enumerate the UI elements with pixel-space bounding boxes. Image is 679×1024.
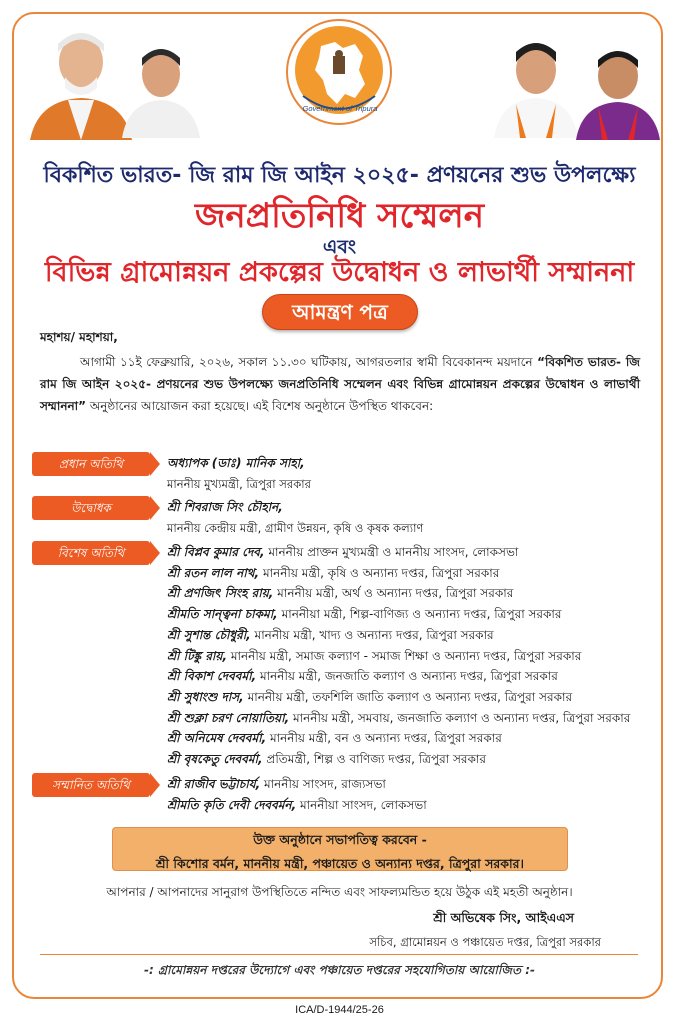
guest-designation: মাননীয় প্রাক্তন মুখ্যমন্ত্রী ও মাননীয় সাংসদ, লোকসভা <box>264 545 519 559</box>
guest-name: শ্রী প্রণজিৎ সিংহ রায়, <box>167 586 274 601</box>
guest-designation: মাননীয় মন্ত্রী, খাদ্য ও অন্যান্য দপ্তর, ত্রিপুরা সরকার <box>250 627 494 642</box>
guest-name: শ্রীমতি সান্ত্বনা চাকমা, <box>167 607 278 622</box>
guest-name: শ্রী সুধাংশু দাস, <box>167 689 244 704</box>
special-guests-label: বিশেষ অতিথি <box>32 541 150 565</box>
salutation: মহাশয়/ মহাশয়া, <box>40 330 118 344</box>
guest-row <box>167 668 558 688</box>
invitation-event-name: “বিকশিত ভারত- জি রাম জি আইন ২০২৫- প্রণয়নের শুভ উপলক্ষ্যে জনপ্রতিনিধি সম্মেলন এবং বিভিন্ন গ্রামোন্নয়ন প্রকল্পের উদ্বোধন ও লাভার্থী সম্মাননা” <box>40 355 640 413</box>
guest-name: শ্রী শুক্লা চরণ নোয়াতিয়া, <box>167 710 290 725</box>
invitation-badge: আমন্ত্রণ পত্র <box>262 294 418 330</box>
header-and: এবং <box>322 236 357 258</box>
footer-text: -: গ্রামোন্নয়ন দপ্তরের উদ্যোগে এবং পঞ্চায়েত দপ্তরের সহযোগিতায় আয়োজিত :- <box>144 963 535 977</box>
portrait-right-2 <box>574 40 662 140</box>
footer-divider <box>40 954 638 955</box>
guest-name: শ্রী রতন লাল নাথ, <box>167 565 260 580</box>
guest-designation: মাননীয় মন্ত্রী, জনজাতি কল্যাণ ও অন্যান্য দপ্তর, ত্রিপুরা সরকার <box>256 669 558 684</box>
guest-name: শ্রীমতি কৃতি দেবী দেববর্মন, <box>167 797 297 812</box>
reference-code: ICA/D-1944/25-26 <box>295 1004 384 1016</box>
guest-designation: মাননীয় মন্ত্রী, বন ও অন্যান্য দপ্তর, ত্রিপুরা সরকার <box>266 731 502 746</box>
guest-designation: মাননীয়া মন্ত্রী, শিল্প-বাণিজ্য ও অন্যান্য দপ্তর, ত্রিপুরা সরকার <box>277 607 562 622</box>
government-logo <box>283 18 395 134</box>
guest-name: শ্রী বৃষকেতু দেববর্মা, <box>167 752 263 766</box>
chief-guest-label: প্রধান অতিথি <box>32 452 150 476</box>
portrait-right-1 <box>490 34 582 138</box>
header-title: জনপ্রতিনিধি সম্মেলন <box>195 196 484 236</box>
guest-name: শ্রী শিবরাজ সিং চৌহান, <box>167 500 283 514</box>
honoured-guests-label: সম্মানিত অতিথি <box>32 773 150 797</box>
header-subtitle: বিভিন্ন গ্রামোন্নয়ন প্রকল্পের উদ্বোধন ও লাভার্থী সম্মাননা <box>44 257 635 288</box>
chief-guest-desc: মাননীয় মুখ্যমন্ত্রী, ত্রিপুরা সরকার <box>167 477 311 491</box>
chief-guest-name <box>167 455 305 475</box>
portrait-left-2 <box>120 38 202 138</box>
presiding-line-2: শ্রী কিশোর বর্মন, মাননীয় মন্ত্রী, পঞ্চায়েত ও অন্যান্য দপ্তর, ত্রিপুরা সরকার। <box>156 856 524 871</box>
guest-designation: প্রতিমন্ত্রী, শিল্প ও বাণিজ্য দপ্তর, ত্রিপুরা সরকার <box>262 752 486 766</box>
guest-designation: মাননীয় সাংসদ, রাজ্যসভা <box>260 777 386 791</box>
guest-name: অধ্যাপক (ডাঃ) মানিক সাহা, <box>167 456 305 470</box>
guest-designation: মাননীয় মন্ত্রী, তফশিলি জাতি কল্যাণ ও অন্যান্য দপ্তর, ত্রিপুরা সরকার <box>243 689 573 704</box>
guest-row <box>167 565 499 585</box>
guest-row <box>167 585 513 605</box>
guest-designation: মাননীয় মন্ত্রী, সমাজ কল্যাণ - সমাজ শিক্ষা ও অন্যান্য দপ্তর, ত্রিপুরা সরকার <box>227 648 582 663</box>
guest-row <box>167 751 486 771</box>
guest-row <box>167 710 630 730</box>
guest-designation: মাননীয় মন্ত্রী, কৃষি ও অন্যান্য দপ্তর, ত্রিপুরা সরকার <box>259 565 500 580</box>
guest-row <box>167 627 494 647</box>
guest-designation: মাননীয় মন্ত্রী, অর্থ ও অন্যান্য দপ্তর, ত্রিপুরা সরকার <box>273 586 514 601</box>
guest-row <box>167 648 581 668</box>
guest-row <box>167 544 518 564</box>
presiding-box <box>112 827 568 871</box>
signatory-designation: সচিব, গ্রামোন্নয়ন ও পঞ্চায়েত দপ্তর, ত্রিপুরা সরকার <box>369 935 601 949</box>
guest-row <box>167 730 502 750</box>
inaugurator-desc: মাননীয় কেন্দ্রীয় মন্ত্রী, গ্রামীণ উন্নয়ন, কৃষি ও কৃষক কল্যাণ <box>167 521 424 535</box>
guest-name: শ্রী বিকাশ দেববর্মা, <box>167 669 257 684</box>
closing-text: আপনার / আপনাদের সানুরাগ উপস্থিতিতে নন্দিত এবং সাফল্যমন্ডিত হয়ে উঠুক এই মহতী অনুষ্ঠান। <box>106 885 573 899</box>
guest-row <box>167 797 427 817</box>
invitation-paragraph <box>40 351 640 417</box>
header-line-1: বিকশিত ভারত- জি রাম জি আইন ২০২৫- প্রণয়নের শুভ উপলক্ষ্যে <box>43 163 636 188</box>
guest-row <box>167 776 386 796</box>
guest-designation: মাননীয়া সাংসদ, লোকসভা <box>296 797 427 812</box>
presiding-line-1: উক্ত অনুষ্ঠানে সভাপতিত্ব করবেন - <box>253 832 427 847</box>
guest-name: শ্রী টিঙ্কু রায়, <box>167 648 228 663</box>
signatory-name: শ্রী অভিষেক সিং, আইএএস <box>433 910 574 925</box>
logo-text: Government of Tripura <box>302 104 378 113</box>
invitation-text-2: অনুষ্ঠানের আয়োজন করা হয়েছে। এই বিশেষ অনুষ্ঠানে উপস্থিত থাকবেন: <box>86 399 434 413</box>
guest-row <box>167 689 572 709</box>
inaugurator-label: উদ্বোধক <box>32 496 150 520</box>
guest-name: শ্রী রাজীব ভট্টাচার্য, <box>167 777 261 791</box>
invitation-text-1: আগামী ১১ই ফেব্রুয়ারি, ২০২৬, সকাল ১১.৩০ ঘটিকায়, আগরতলার স্বামী বিবেকানন্দ ময়দানে <box>80 355 538 369</box>
guest-row <box>167 606 562 626</box>
guest-name: শ্রী বিপ্লব কুমার দেব, <box>167 545 265 559</box>
guest-name: শ্রী সুশান্ত চৌধুরী, <box>167 627 251 642</box>
guest-designation: মাননীয় মন্ত্রী, সমবায়, জনজাতি কল্যাণ ও অন্যান্য দপ্তর, ত্রিপুরা সরকার <box>289 710 631 725</box>
guest-name: শ্রী অনিমেষ দেববর্মা, <box>167 731 267 746</box>
inaugurator-name <box>167 499 283 519</box>
